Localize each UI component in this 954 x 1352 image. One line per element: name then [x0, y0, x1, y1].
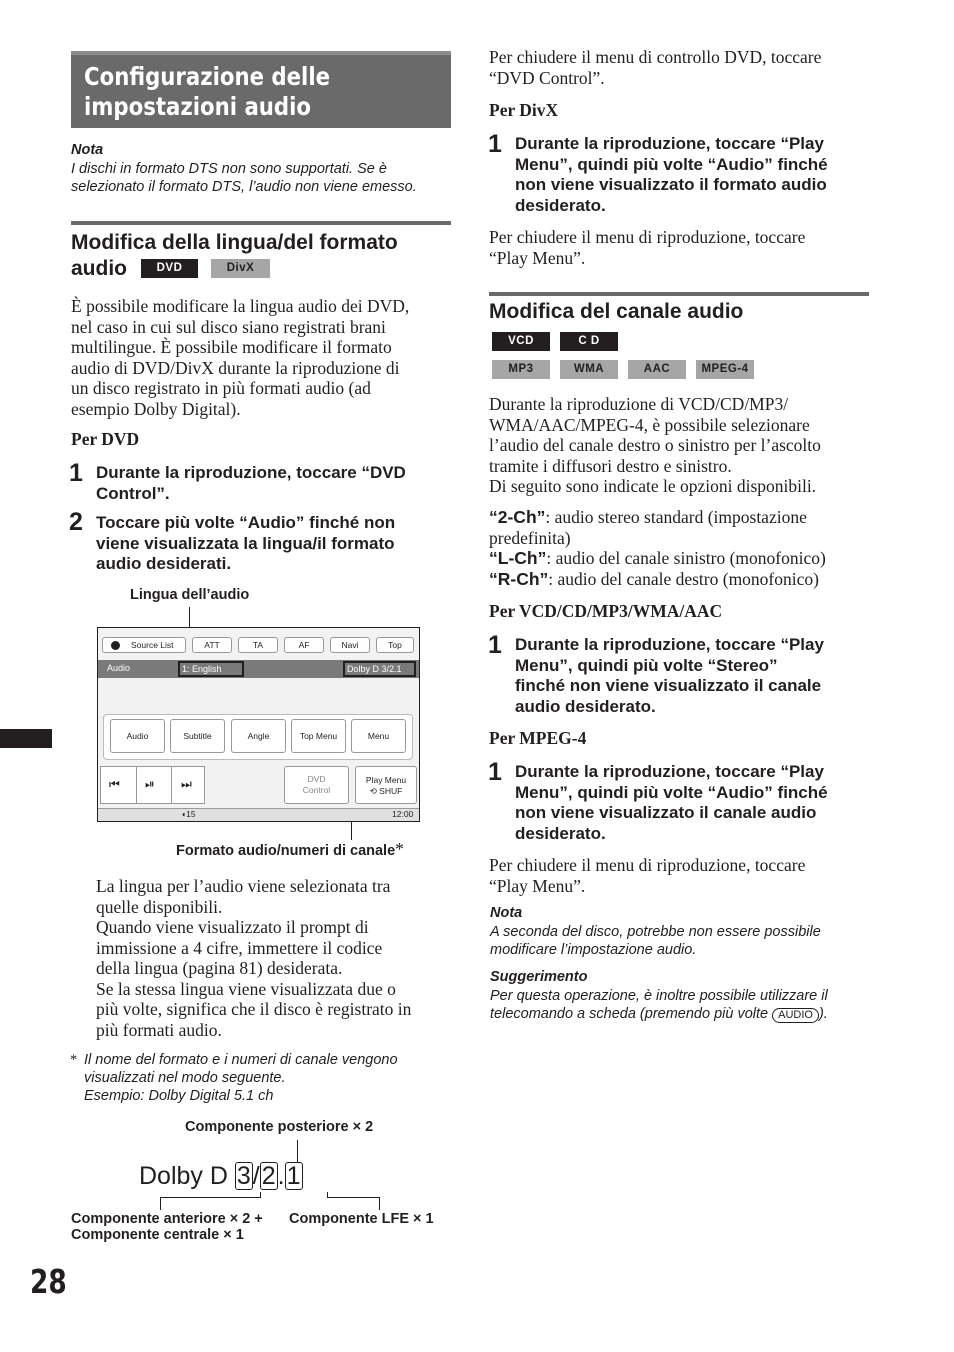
- volume-icon: ◖: [181, 809, 187, 819]
- step-number: 1: [488, 631, 502, 659]
- status-bar: ◖15 12:00: [98, 808, 419, 821]
- front-channels-digit: 3: [236, 1162, 251, 1190]
- step-text: Durante la riproduzione, toccare “Play Menu”, quindi più volte “Audio” finché non viene visualizzato il canale audio desiderato.: [515, 762, 828, 843]
- section-divider: [71, 221, 451, 225]
- note-text: A seconda del disco, potrebbe non essere possibile modificare l’impostazione audio.: [490, 924, 821, 958]
- bracket-line: [160, 1197, 260, 1198]
- note-heading: Nota: [490, 905, 523, 921]
- ta-button: TA: [238, 637, 278, 653]
- transport-controls: [100, 766, 205, 804]
- source-list-button: Source List: [102, 637, 186, 653]
- top-button: Top: [376, 637, 414, 653]
- footnote-marker: *: [70, 1052, 78, 1068]
- page-number: 28: [30, 1262, 67, 1301]
- bracket-line: [379, 1197, 380, 1210]
- bracket-line: [327, 1197, 379, 1198]
- menu-audio-button: Audio: [110, 719, 165, 753]
- menu-top-button: Top Menu: [291, 719, 346, 753]
- badge-vcd: VCD: [492, 332, 550, 351]
- note-text-line: selezionato il formato DTS, l’audio non viene emesso.: [71, 179, 417, 195]
- shuffle-icon: ⟲: [369, 786, 380, 796]
- next-icon: ⏭: [181, 777, 192, 791]
- chapter-tab: [0, 729, 52, 748]
- tip-heading: Suggerimento: [490, 969, 588, 985]
- subheading-per-mpeg4: Per MPEG-4: [489, 728, 587, 748]
- intro-paragraph: È possibile modificare la lingua audio dei DVD, nel caso in cui sul disco siano registrati brani multilingue. È possibile modificare il formato audio di DVD/DivX durante la riproduzione di un disco registrato in più formati audio (ad esempio Dolby Digital).: [71, 296, 410, 419]
- badge-mpeg4: MPEG-4: [696, 360, 754, 379]
- navi-button: Navi: [330, 637, 370, 653]
- previous-icon: ⏮: [109, 777, 120, 791]
- note-text-line: I dischi in formato DTS non sono supportati. Se è: [71, 161, 387, 177]
- callout-lfe: Componente LFE × 1: [289, 1211, 434, 1227]
- audio-language-value: 1: English: [178, 661, 244, 677]
- callout-line: [297, 1140, 298, 1162]
- channel-options: “2-Ch”: audio stereo standard (impostazione predefinita) “L-Ch”: audio del canale sinistro (monofonico) “R-Ch”: audio del canale destro (monofonico): [489, 507, 826, 589]
- page-title: Configurazione delle impostazioni audio: [84, 62, 331, 121]
- rear-channels-digit: 2: [261, 1162, 276, 1190]
- step-text: Durante la riproduzione, toccare “DVD Control”.: [96, 463, 406, 503]
- close-dvd-control-text: Per chiudere il menu di controllo DVD, toccare “DVD Control”.: [489, 47, 822, 88]
- footnote-text: Il nome del formato e i numeri di canale vengono visualizzati nel modo seguente. Esempio: Dolby Digital 5.1 ch: [84, 1052, 398, 1104]
- menu-menu-button: Menu: [351, 719, 406, 753]
- callout-front-center: Componente anteriore × 2 + Componente centrale × 1: [71, 1211, 263, 1243]
- callout-rear-component: Componente posteriore × 2: [185, 1119, 374, 1135]
- subheading-per-divx: Per DivX: [489, 100, 559, 120]
- play-menu-button: Play Menu ⟲ SHUF: [355, 766, 417, 804]
- section-heading: Modifica del canale audio: [489, 300, 744, 323]
- badge-dvd: DVD: [141, 259, 198, 278]
- section-heading: audio: [71, 257, 127, 280]
- screen-illustration: [97, 627, 420, 822]
- menu-angle-button: Angle: [231, 719, 286, 753]
- step-number: 1: [488, 758, 502, 786]
- badge-divx: DivX: [211, 259, 270, 278]
- badge-mp3: MP3: [492, 360, 550, 379]
- clock: 12:00: [392, 809, 414, 819]
- menu-subtitle-button: Subtitle: [170, 719, 225, 753]
- step-number: 2: [69, 508, 83, 536]
- callout-audio-format: Formato audio/numeri di canale*: [176, 839, 404, 859]
- badge-aac: AAC: [628, 360, 686, 379]
- note-heading: Nota: [71, 142, 104, 158]
- badge-wma: WMA: [560, 360, 618, 379]
- dvd-control-button: DVD Control: [284, 766, 349, 804]
- audio-format-value: Dolby D 3/2.1: [343, 661, 416, 677]
- channel-intro-paragraph: Durante la riproduzione di VCD/CD/MP3/ WMA/AAC/MPEG-4, è possibile selezionare l’audio del canale destro o sinistro per l’ascolto tramite i diffusori destro e sinistro. Di seguito sono indicate le opzioni disponibili.: [489, 394, 821, 496]
- audio-button-glyph: AUDIO: [772, 1008, 819, 1023]
- lfe-channel-digit: 1: [286, 1162, 301, 1190]
- step-number: 1: [488, 130, 502, 158]
- callout-audio-language: Lingua dell’audio: [130, 587, 250, 603]
- step-number: 1: [69, 459, 83, 487]
- close-play-menu-text: Per chiudere il menu di riproduzione, toccare “Play Menu”.: [489, 855, 806, 896]
- play-pause-icon: ⏯: [145, 777, 155, 791]
- section-title-banner: [71, 51, 451, 128]
- close-play-menu-text: Per chiudere il menu di riproduzione, toccare “Play Menu”.: [489, 227, 806, 268]
- section-heading: Modifica della lingua/del formato: [71, 231, 398, 254]
- bracket-line: [260, 1192, 261, 1198]
- af-button: AF: [284, 637, 324, 653]
- audio-info-bar: Audio 1: English Dolby D 3/2.1: [98, 660, 419, 678]
- description-paragraph: La lingua per l’audio viene selezionata tra quelle disponibili. Quando viene visualizzato il prompt di immissione a 4 cifre, immettere il codice della lingua (pagina 81) desiderata. Se la stessa lingua viene visualizzata due o più volte, significa che il disco è registrato in più formati audio.: [96, 876, 412, 1040]
- section-divider: [489, 292, 869, 296]
- tip-text: Per questa operazione, è inoltre possibile utilizzare il telecomando a scheda (premendo più volte AUDIO ).: [490, 988, 828, 1022]
- step-text: Durante la riproduzione, toccare “Play Menu”, quindi più volte “Stereo” finché non viene visualizzato il canale audio desiderato.: [515, 635, 824, 716]
- att-button: ATT: [192, 637, 232, 653]
- bracket-line: [160, 1197, 161, 1210]
- step-text: Toccare più volte “Audio” finché non viene visualizzata la lingua/il formato audio desiderati.: [96, 513, 396, 573]
- step-text: Durante la riproduzione, toccare “Play Menu”, quindi più volte “Audio” finché non viene visualizzato il formato audio desiderato.: [515, 134, 828, 215]
- badge-cd: C D: [560, 332, 618, 351]
- subheading-per-dvd: Per DVD: [71, 429, 140, 449]
- source-icon: [111, 641, 120, 650]
- dolby-format-example: Dolby D 3/2.1: [139, 1162, 301, 1190]
- subheading-per-vcd: Per VCD/CD/MP3/WMA/AAC: [489, 601, 723, 621]
